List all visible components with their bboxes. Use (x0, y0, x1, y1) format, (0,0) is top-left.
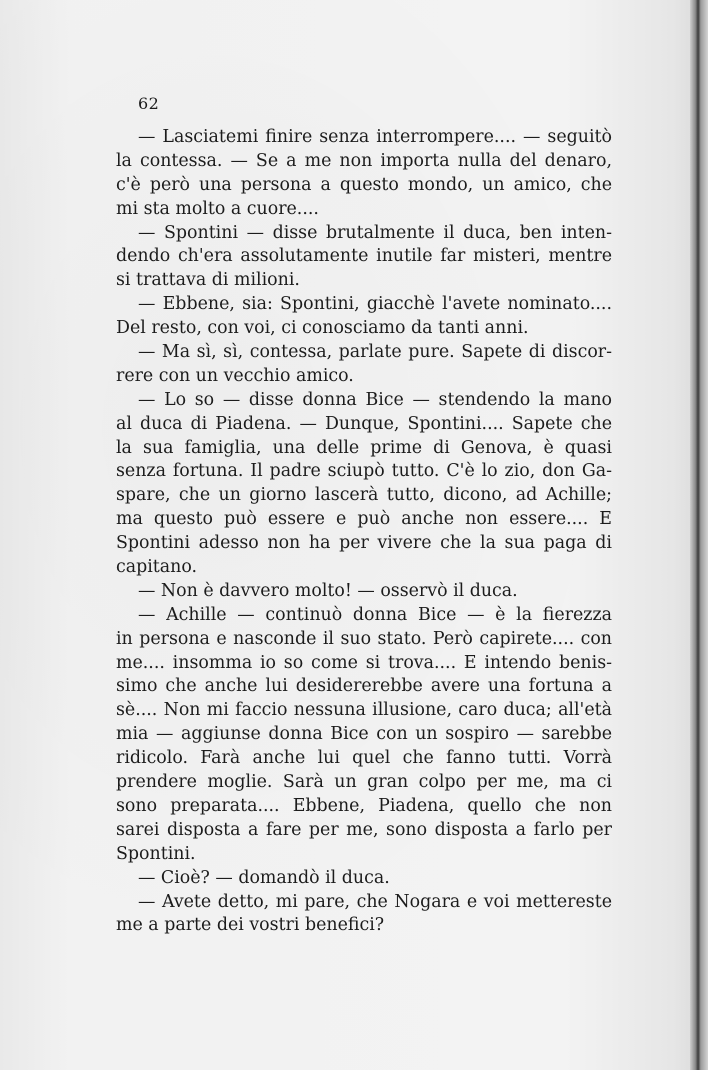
text-line: Del resto, con voi, ci conosciamo da tanti anni. (116, 318, 529, 339)
text-line: — Non è davvero molto! — osservò il duca. (138, 580, 518, 601)
text-line: — Achille — continuò donna Bice — è la fierezza (138, 604, 612, 625)
text-line: Spontini. (116, 843, 196, 864)
text-line: — Lasciatemi finire senza interrompere.... — seguitò (138, 127, 612, 147)
text-line: — Ma sì, sì, contessa, parlate pure. Sapete di discor- (138, 342, 612, 363)
text-line: — Avete detto, mi pare, che Nogara e voi mettereste (138, 891, 612, 912)
book-spine-shadow (690, 0, 708, 1070)
text-line: — Spontini — disse brutalmente il duca, ben inten- (138, 222, 612, 243)
text-line: simo che anche lui desidererebbe avere una fortuna a (116, 676, 612, 697)
text-line: mia — aggiunse donna Bice con un sospiro — sarebbe (116, 724, 612, 745)
text-line: Spontini adesso non ha per vivere che la sua paga di (116, 533, 612, 554)
text-line: si trattava di milioni. (116, 270, 300, 291)
text-line: c'è però una persona a questo mondo, un amico, che (116, 174, 612, 195)
text-line: ridicolo. Farà anche lui quel che fanno tutti. Vorrà (116, 748, 612, 769)
text-line: — Ebbene, sia: Spontini, giacchè l'avete nominato.... (138, 294, 612, 315)
page-number: 62 (138, 94, 160, 113)
text-line: sarei disposta a fare per me, sono disposta a farlo per (116, 819, 612, 840)
text-line: sono preparata.... Ebbene, Piadena, quello che non (116, 795, 612, 816)
text-line: — Cioè? — domandò il duca. (138, 867, 390, 888)
text-line: mi sta molto a cuore.... (116, 198, 319, 219)
text-line: me.... insomma io so come si trova.... E intendo benis- (116, 652, 612, 673)
text-line: senza fortuna. Il padre sciupò tutto. C'è lo zio, don Ga- (116, 461, 612, 482)
text-line: ma questo può essere e può anche non essere.... E (116, 509, 612, 530)
text-line: prendere moglie. Sarà un gran colpo per me, ma ci (116, 772, 612, 793)
text-line: dendo ch'era assolutamente inutile far misteri, mentre (116, 246, 612, 267)
text-line: la sua famiglia, una delle prime di Genova, è quasi (116, 437, 612, 458)
text-line: rere con un vecchio amico. (116, 365, 354, 386)
text-line: in persona e nasconde il suo stato. Però capirete.... con (116, 628, 612, 649)
text-line: la contessa. — Se a me non importa nulla del denaro, (116, 150, 612, 171)
body-text (116, 126, 612, 938)
text-line: sè.... Non mi faccio nessuna illusione, caro duca; all'età (116, 700, 612, 721)
text-line: capitano. (116, 557, 198, 578)
text-line: al duca di Piadena. — Dunque, Spontini.... Sapete che (116, 413, 612, 434)
text-line: me a parte dei vostri benefici? (116, 915, 385, 936)
text-line: — Lo so — disse donna Bice — stendendo la mano (138, 389, 612, 410)
text-line: spare, che un giorno lascerà tutto, dicono, ad Achille; (116, 485, 612, 506)
